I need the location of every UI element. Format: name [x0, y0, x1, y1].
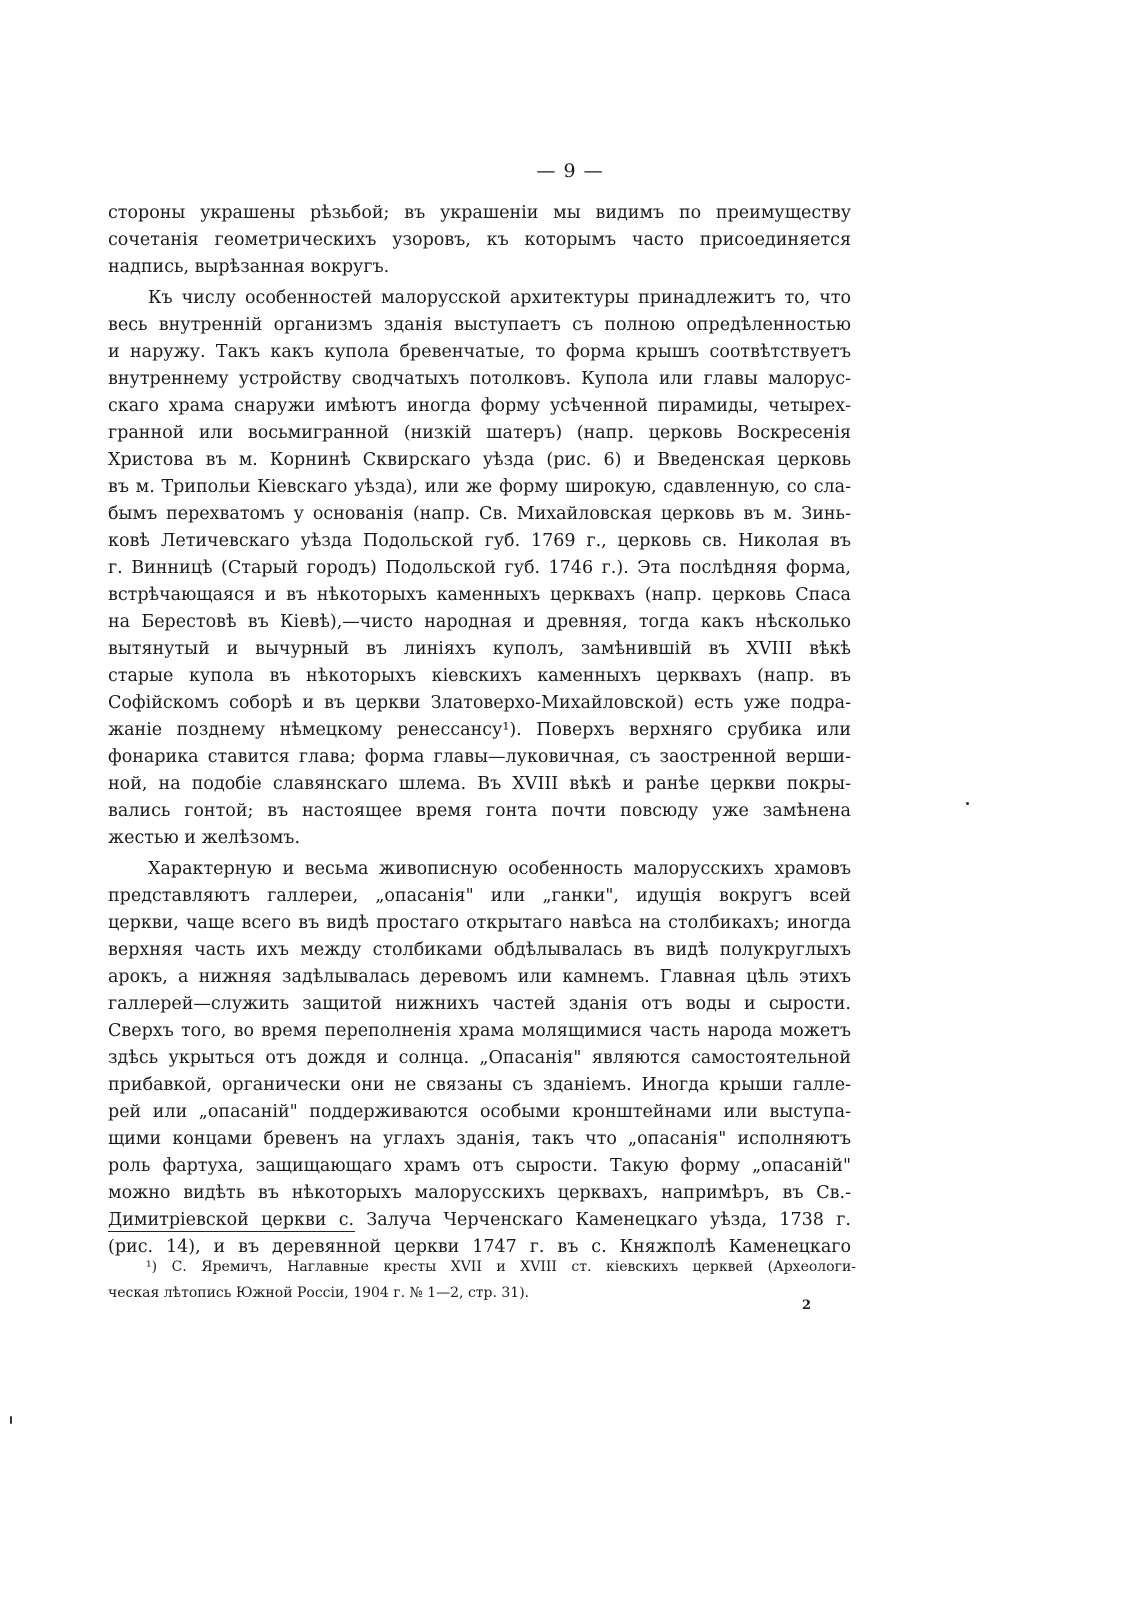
scan-speck: [966, 802, 969, 805]
text-line: сочетанія геометрическихъ узоровъ, къ которымъ часто присоединяется: [108, 230, 851, 250]
text-line: Сверхъ того, во время переполненія храма молящимися часть народа можетъ: [108, 1021, 851, 1041]
paragraph-2: [108, 285, 851, 852]
text-line: Къ числу особенностей малорусской архитектуры принадлежитъ то, что: [148, 288, 851, 308]
text-line: гранной или восьмигранной (низкій шатеръ) (напр. церковь Воскресенія: [108, 423, 851, 443]
text-line: на Берестовѣ въ Кіевѣ),—чисто народная и древняя, тогда какъ нѣсколько: [108, 612, 851, 632]
text-line: можно видѣть въ нѣкоторыхъ малорусскихъ церквахъ, напримѣръ, въ Св.-: [108, 1183, 851, 1203]
paragraph-1: [108, 200, 851, 281]
text-line: щими концами бревенъ на углахъ зданія, такъ что „опасанія" исполняютъ: [108, 1129, 851, 1149]
text-line: представляютъ галлереи, „опасанія" или „ганки", идущія вокругъ всей: [108, 886, 851, 906]
text-line: жаніе позднему нѣмецкому ренессансу¹). Поверхъ верхняго срубика или: [108, 720, 851, 740]
text-line: и наружу. Такъ какъ купола бревенчатые, то форма крышъ соотвѣтствуетъ: [108, 342, 851, 362]
footnote-line: ческая лѣтопись Южной Россіи, 1904 г. № 1—2, стр. 31).: [108, 1285, 530, 1301]
text-line: бымъ перехватомъ у основанія (напр. Св. Михайловская церковь въ м. Зинь-: [108, 504, 851, 524]
text-line: прибавкой, органически они не связаны съ зданіемъ. Иногда крыши галле-: [108, 1075, 851, 1095]
text-line: Димитріевской церкви с. Залуча Черченскаго Каменецкаго уѣзда, 1738 г.: [108, 1210, 851, 1230]
text-line: Характерную и весьма живописную особенность малорусскихъ храмовъ: [148, 859, 851, 879]
text-line: здѣсь укрыться отъ дождя и солнца. „Опасанія" являются самостоятельной: [108, 1048, 851, 1068]
text-line: галлерей—служить защитой нижнихъ частей зданія отъ воды и сырости.: [108, 994, 851, 1014]
text-line: Софійскомъ соборѣ и въ церкви Златоверхо-Михайловской) есть уже подра-: [108, 693, 851, 713]
footnote: [108, 1254, 856, 1306]
text-line: (рис. 14), и въ деревянной церкви 1747 г. въ с. Княжполѣ Каменецкаго: [108, 1237, 851, 1257]
footnote-line: ¹) С. Яремичъ, Наглавные кресты XVII и XVIII ст. кіевскихъ церквей (Археологи-: [146, 1259, 856, 1275]
text-line: скаго храма снаружи имѣютъ иногда форму усѣченной пирамиды, четырех-: [108, 396, 851, 416]
text-line: въ м. Трипольи Кіевскаго уѣзда), или же форму широкую, сдавленную, со сла-: [108, 477, 851, 497]
text-line: ковѣ Летичевскаго уѣзда Подольской губ. 1769 г., церковь св. Николая въ: [108, 531, 851, 551]
scan-speck: [10, 1416, 12, 1424]
text-line: надпись, вырѣзанная вокругъ.: [108, 257, 390, 277]
text-line: ной, на подобіе славянскаго шлема. Въ XVIII вѣкѣ и ранѣе церкви покры-: [108, 774, 851, 794]
text-line: г. Винницѣ (Старый городъ) Подольской губ. 1746 г.). Эта послѣдняя форма,: [108, 558, 851, 578]
text-line: церкви, чаще всего въ видѣ простаго открытаго навѣса на столбикахъ; иногда: [108, 913, 851, 933]
text-line: Христова въ м. Корнинѣ Сквирскаго уѣзда (рис. 6) и Введенская церковь: [108, 450, 851, 470]
signature-mark: 2: [802, 1298, 812, 1313]
footnote-rule: [108, 1231, 355, 1232]
text-line: встрѣчающаяся и въ нѣкоторыхъ каменныхъ церквахъ (напр. церковь Спаса: [108, 585, 851, 605]
body-text: [108, 200, 851, 1265]
text-line: стороны украшены рѣзьбой; въ украшеніи мы видимъ по преимуществу: [108, 203, 851, 223]
text-line: верхняя часть ихъ между столбиками обдѣлывалась въ видѣ полукруглыхъ: [108, 940, 851, 960]
text-line: внутреннему устройству сводчатыхъ потолковъ. Купола или главы малорус-: [108, 369, 851, 389]
text-line: рей или „опасаній" поддерживаются особыми кронштейнами или выступа-: [108, 1102, 851, 1122]
text-line: жестью и желѣзомъ.: [108, 828, 301, 848]
paragraph-3: [108, 856, 851, 1261]
text-line: вались гонтой; въ настоящее время гонта почти повсюду уже замѣнена: [108, 801, 851, 821]
text-line: роль фартуха, защищающаго храмъ отъ сырости. Такую форму „опасаній": [108, 1156, 851, 1176]
text-line: фонарика ставится глава; форма главы—луковичная, съ заостренной верши-: [108, 747, 851, 767]
text-line: вытянутый и вычурный въ линіяхъ куполъ, замѣнившій въ XVIII вѣкѣ: [108, 639, 851, 659]
text-line: арокъ, а нижняя задѣлывалась деревомъ или камнемъ. Главная цѣль этихъ: [108, 967, 851, 987]
text-line: старые купола въ нѣкоторыхъ кіевскихъ каменныхъ церквахъ (напр. въ: [108, 666, 851, 686]
text-line: весь внутренній организмъ зданія выступаетъ съ полною опредѣленностью: [108, 315, 851, 335]
page-number: — 9 —: [536, 160, 604, 182]
